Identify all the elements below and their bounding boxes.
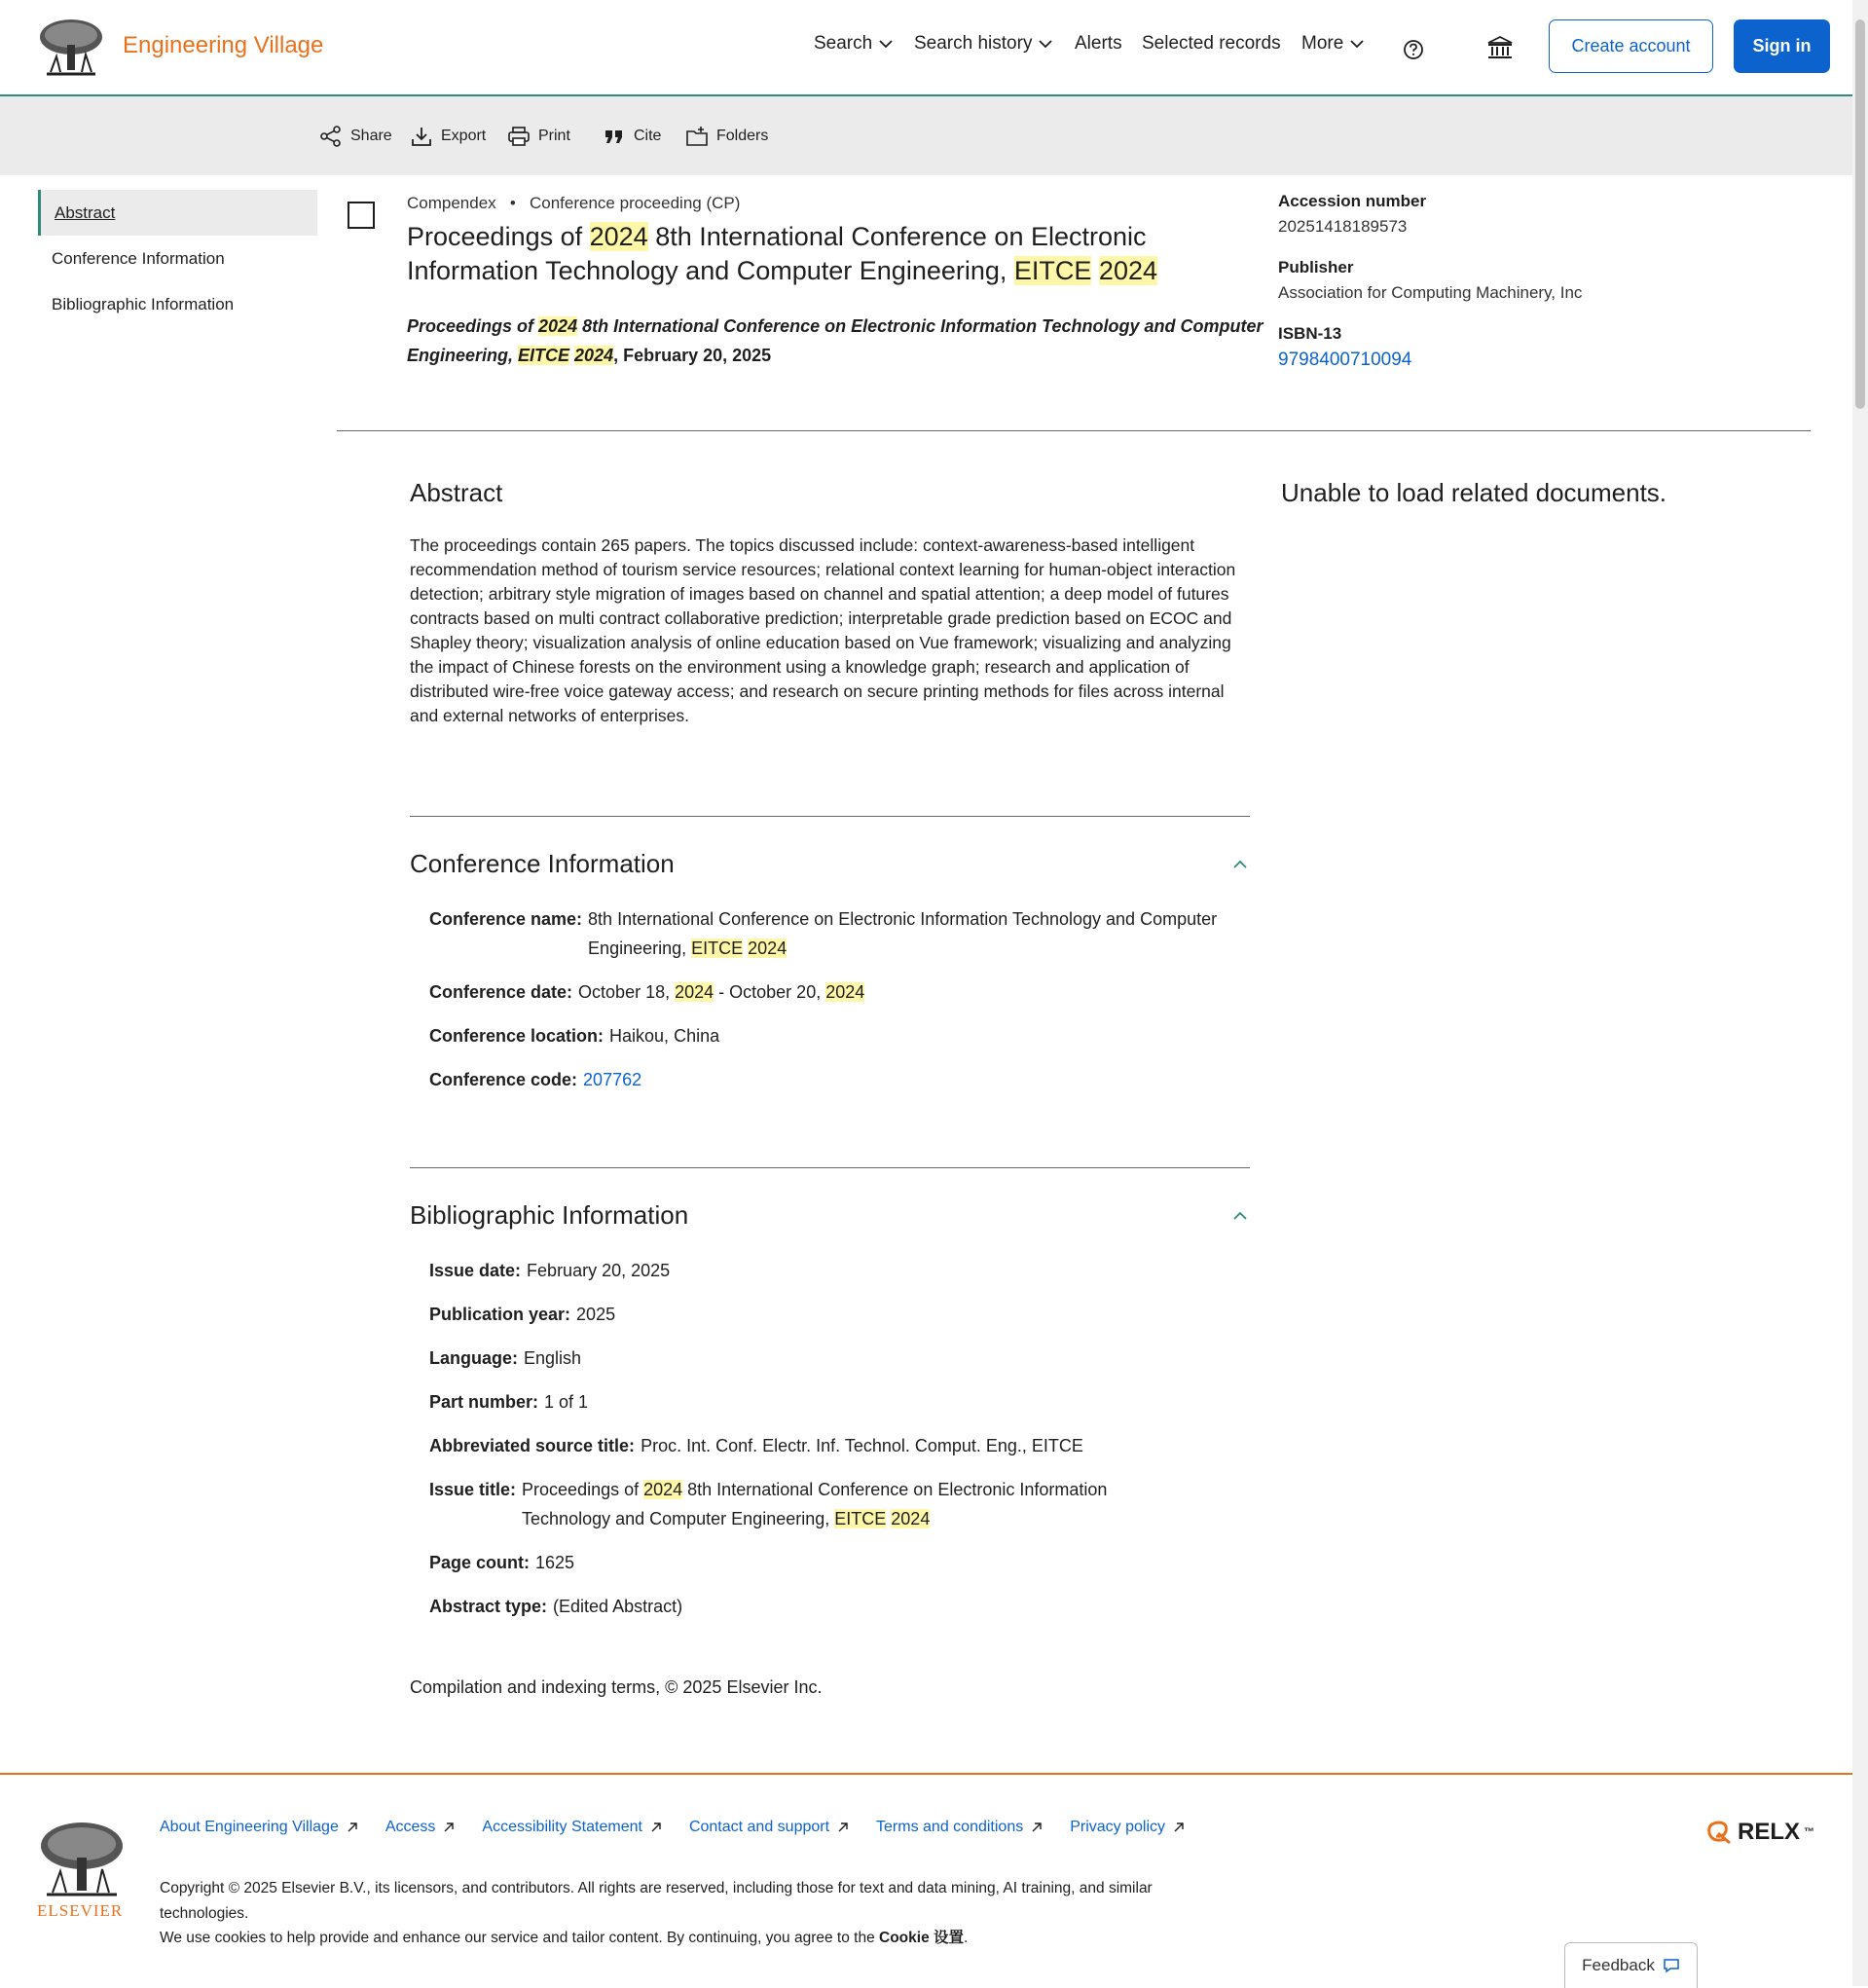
field-label: Page count: bbox=[429, 1553, 531, 1572]
share-button[interactable] bbox=[319, 125, 392, 148]
value-text: - October 20, bbox=[714, 982, 826, 1002]
footer-link-access[interactable] bbox=[385, 1819, 456, 1836]
nav-selected-records[interactable] bbox=[1142, 33, 1281, 55]
abstract-heading: Abstract bbox=[410, 478, 503, 507]
source-date: , February 20, 2025 bbox=[613, 346, 772, 365]
external-link-icon bbox=[443, 1822, 455, 1833]
chevron-down-icon bbox=[1038, 36, 1053, 52]
footer-link-privacy[interactable] bbox=[1070, 1819, 1185, 1836]
record-source bbox=[407, 312, 1264, 370]
copyright-text: Copyright © 2025 Elsevier B.V., its licensors, and contributors. All rights are reserved, including those for text and data mining, AI training, and similar technologies. bbox=[160, 1880, 1153, 1922]
nav-more-label: More bbox=[1301, 33, 1344, 54]
value-highlight: 2024 bbox=[891, 1509, 931, 1528]
institution-icon[interactable] bbox=[1486, 35, 1514, 60]
separator-dot: • bbox=[500, 194, 526, 212]
related-documents-message: Unable to load related documents. bbox=[1281, 478, 1667, 507]
cookie-text: We use cookies to help provide and enhance our service and tailor content. By continuing, you agree to the bbox=[160, 1930, 880, 1946]
relx-wordmark: RELX bbox=[1738, 1819, 1801, 1845]
folders-label: Folders bbox=[716, 128, 769, 144]
divider bbox=[410, 1167, 1250, 1168]
field-label: Abbreviated source title: bbox=[429, 1436, 636, 1455]
external-link-icon bbox=[837, 1822, 849, 1833]
isbn-label: ISBN-13 bbox=[1278, 324, 1342, 343]
elsevier-tree-logo-icon[interactable] bbox=[37, 1821, 127, 1898]
footer-links bbox=[160, 1819, 1185, 1836]
field-value: Haikou, China bbox=[609, 1026, 720, 1046]
issue-title-row bbox=[429, 1475, 1227, 1533]
field-value bbox=[522, 1475, 1145, 1533]
share-label: Share bbox=[350, 128, 392, 144]
record-side-meta bbox=[1278, 192, 1823, 371]
feedback-button[interactable] bbox=[1564, 1942, 1698, 1988]
print-button[interactable] bbox=[507, 125, 570, 148]
help-icon[interactable] bbox=[1403, 39, 1424, 60]
conference-code-row bbox=[429, 1065, 1227, 1094]
brand-title[interactable]: Engineering Village bbox=[123, 32, 324, 58]
footer-link-label: Contact and support bbox=[688, 1819, 830, 1835]
compilation-notice: Compilation and indexing terms, © 2025 Elsevier Inc. bbox=[410, 1677, 823, 1697]
export-button[interactable] bbox=[410, 125, 486, 148]
nav-alerts[interactable] bbox=[1075, 33, 1122, 55]
section-nav bbox=[38, 190, 317, 327]
source-highlight: EITCE bbox=[518, 346, 570, 365]
scrollbar-thumb[interactable] bbox=[1855, 19, 1865, 409]
field-label: Publication year: bbox=[429, 1305, 571, 1324]
elsevier-tree-logo-icon[interactable] bbox=[37, 18, 105, 76]
abstract-text: The proceedings contain 265 papers. The topics discussed include: context-awareness-based intelligent recommendation method of tourism service resources; relational context learning for human-object interaction detection; arbitrary style migration of images based on channel and spatial attention; a deep model of futures contracts based on multi contract collaborative prediction; interpretable grade prediction based on ECOC and Shapley theory; visualization analysis of online education based on Vue framework; visualizing and analyzing the impact of Chinese forests on the environment using a knowledge graph; research and application of distributed wire-free voice gateway access; and research on secure printing methods for files across internal and external networks of enterprises. bbox=[410, 535, 1236, 725]
title-text: Proceedings of bbox=[407, 222, 590, 251]
value-highlight: EITCE bbox=[691, 939, 744, 958]
footer-link-terms[interactable] bbox=[876, 1819, 1043, 1836]
cite-button[interactable] bbox=[603, 125, 661, 148]
footer-link-label: About Engineering Village bbox=[160, 1819, 339, 1835]
elsevier-wordmark: ELSEVIER bbox=[37, 1901, 124, 1920]
field-label: Issue date: bbox=[429, 1261, 522, 1280]
feedback-label: Feedback bbox=[1582, 1956, 1655, 1974]
folders-button[interactable] bbox=[685, 125, 768, 148]
quote-icon bbox=[603, 125, 626, 148]
value-text: October 18, bbox=[578, 982, 676, 1002]
publication-year-row bbox=[429, 1300, 1227, 1329]
title-highlight: EITCE bbox=[1013, 256, 1092, 285]
cite-label: Cite bbox=[634, 128, 662, 144]
conference-fields bbox=[429, 904, 1227, 1109]
download-icon bbox=[410, 125, 433, 148]
field-label: Abstract type: bbox=[429, 1597, 548, 1616]
page-scrollbar[interactable] bbox=[1852, 0, 1868, 1986]
source-highlight: 2024 bbox=[574, 346, 614, 365]
title-highlight: 2024 bbox=[1098, 256, 1157, 285]
nav-alerts-label: Alerts bbox=[1075, 33, 1122, 54]
site-footer bbox=[0, 1773, 1852, 1988]
select-record-checkbox[interactable] bbox=[348, 202, 375, 229]
export-label: Export bbox=[441, 128, 487, 144]
footer-link-contact[interactable] bbox=[689, 1819, 849, 1836]
external-link-icon bbox=[650, 1822, 662, 1833]
conference-date-row bbox=[429, 977, 1227, 1007]
value-highlight: 2024 bbox=[748, 939, 787, 958]
field-value: 2025 bbox=[576, 1305, 616, 1324]
divider bbox=[410, 816, 1250, 817]
footer-link-label: Accessibility Statement bbox=[482, 1819, 642, 1835]
sign-in-button[interactable]: Sign in bbox=[1734, 19, 1830, 73]
value-text: Proceedings of bbox=[522, 1480, 644, 1499]
chevron-down-icon bbox=[1349, 36, 1365, 52]
bibliographic-heading[interactable]: Bibliographic Information bbox=[410, 1200, 689, 1230]
source-highlight: 2024 bbox=[538, 316, 578, 336]
field-value: English bbox=[524, 1348, 582, 1368]
record-title bbox=[407, 220, 1225, 288]
field-label: Conference date: bbox=[429, 982, 573, 1002]
trademark-symbol: ™ bbox=[1804, 1826, 1815, 1838]
chevron-up-icon[interactable] bbox=[1232, 857, 1248, 872]
abstract-type-row bbox=[429, 1592, 1227, 1621]
field-value: Proc. Int. Conf. Electr. Inf. Technol. Comput. Eng., EITCE bbox=[641, 1436, 1083, 1455]
bibliographic-fields bbox=[429, 1256, 1227, 1636]
value-highlight: EITCE bbox=[834, 1509, 887, 1528]
relx-logo[interactable] bbox=[1704, 1819, 1814, 1846]
site-header bbox=[0, 0, 1852, 96]
page-count-row bbox=[429, 1548, 1227, 1577]
section-nav-bibliographic[interactable]: Bibliographic Information bbox=[52, 294, 235, 313]
external-link-icon bbox=[347, 1822, 358, 1833]
value-highlight: 2024 bbox=[675, 982, 714, 1002]
external-link-icon bbox=[1031, 1822, 1043, 1833]
field-label: Issue title: bbox=[429, 1480, 517, 1499]
accession-label: Accession number bbox=[1278, 192, 1427, 210]
printer-icon bbox=[507, 125, 531, 148]
conference-location-row bbox=[429, 1021, 1227, 1050]
footer-link-label: Privacy policy bbox=[1070, 1819, 1166, 1835]
cookie-notice bbox=[160, 1926, 968, 1947]
nav-search-label: Search bbox=[814, 33, 873, 54]
conference-heading[interactable]: Conference Information bbox=[410, 849, 675, 878]
database-name: Compendex bbox=[407, 194, 496, 212]
footer-link-about[interactable] bbox=[160, 1819, 358, 1836]
abbreviated-title-row bbox=[429, 1431, 1227, 1460]
section-nav-abstract[interactable]: Abstract bbox=[38, 190, 317, 236]
record-meta bbox=[407, 194, 740, 213]
external-link-icon bbox=[1173, 1822, 1185, 1833]
value-text: 8th International Conference on Electronic Information Technology and Computer Engineering, bbox=[522, 1480, 1108, 1528]
section-nav-conference[interactable]: Conference Information bbox=[52, 248, 225, 268]
field-value: 1 of 1 bbox=[544, 1392, 589, 1412]
conference-name-row bbox=[429, 904, 1227, 963]
nav-more[interactable] bbox=[1301, 33, 1365, 55]
nav-search-history[interactable] bbox=[914, 33, 1053, 55]
nav-selected-records-label: Selected records bbox=[1142, 33, 1281, 54]
language-row bbox=[429, 1344, 1227, 1373]
source-text: 8th International Conference on Electronic Information Technology and Computer Engineering, bbox=[407, 316, 1264, 365]
publisher-value: Association for Computing Machinery, Inc bbox=[1278, 283, 1583, 302]
share-icon bbox=[319, 125, 343, 148]
value-text: 8th International Conference on Electronic Information Technology and Computer Engineering, bbox=[588, 909, 1218, 958]
create-account-button[interactable]: Create account bbox=[1549, 19, 1713, 73]
document-type: Conference proceeding (CP) bbox=[530, 194, 741, 212]
part-number-row bbox=[429, 1387, 1227, 1417]
accession-value: 20251418189573 bbox=[1278, 217, 1408, 236]
title-text bbox=[1091, 256, 1099, 285]
field-label: Part number: bbox=[429, 1392, 539, 1412]
field-label: Conference name: bbox=[429, 909, 583, 929]
title-highlight: 2024 bbox=[589, 222, 648, 251]
chevron-down-icon bbox=[878, 36, 894, 52]
footer-link-label: Access bbox=[385, 1819, 436, 1835]
issue-date-row bbox=[429, 1256, 1227, 1285]
field-value bbox=[588, 904, 1227, 963]
relx-mark-icon bbox=[1704, 1820, 1734, 1845]
print-label: Print bbox=[538, 128, 570, 144]
chat-bubble-icon bbox=[1663, 1957, 1680, 1974]
footer-link-label: Terms and conditions bbox=[876, 1819, 1024, 1835]
field-value: 1625 bbox=[535, 1553, 575, 1572]
footer-link-accessibility[interactable] bbox=[482, 1819, 662, 1836]
conference-code-link[interactable]: 207762 bbox=[583, 1070, 642, 1089]
value-highlight: 2024 bbox=[825, 982, 865, 1002]
field-value: (Edited Abstract) bbox=[553, 1597, 683, 1616]
divider bbox=[337, 430, 1811, 431]
field-value bbox=[578, 977, 864, 1007]
folder-add-icon bbox=[685, 125, 709, 148]
isbn-link[interactable]: 9798400710094 bbox=[1278, 350, 1412, 370]
record-toolbar bbox=[0, 96, 1852, 175]
field-label: Conference code: bbox=[429, 1070, 578, 1089]
cookie-settings-link[interactable]: Cookie 设置 bbox=[879, 1930, 964, 1946]
field-label: Conference location: bbox=[429, 1026, 604, 1046]
chevron-up-icon[interactable] bbox=[1232, 1208, 1248, 1224]
publisher-label: Publisher bbox=[1278, 258, 1354, 276]
field-label: Language: bbox=[429, 1348, 519, 1368]
field-value: February 20, 2025 bbox=[527, 1261, 671, 1280]
nav-search-history-label: Search history bbox=[914, 33, 1033, 54]
value-highlight: 2024 bbox=[643, 1480, 683, 1499]
source-text: Proceedings of bbox=[407, 316, 539, 336]
title-text: 8th International Conference on Electronic Information Technology and Computer Engineering, bbox=[407, 222, 1147, 285]
cookie-text: . bbox=[964, 1930, 969, 1946]
nav-search[interactable] bbox=[814, 33, 894, 55]
